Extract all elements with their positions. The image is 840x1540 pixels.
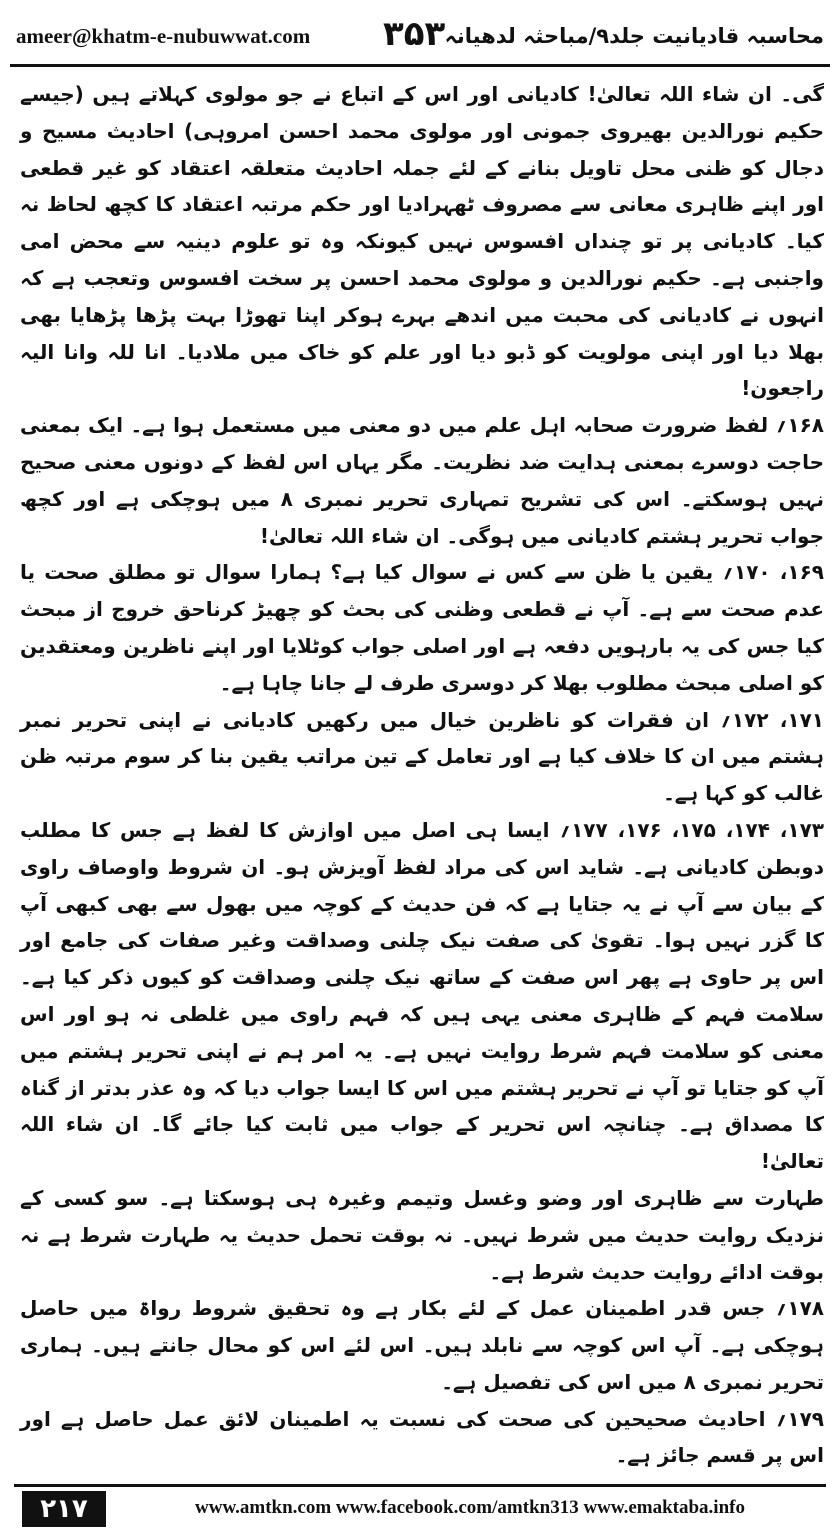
paragraph: ۱۶۸؍ لفظ ضرورت صحابہ اہل علم میں دو معنی میں مستعمل ہوا ہے۔ ایک بمعنی حاجت دوسرے بمعنی ہدایت ضد نظریت۔ مگر یہاں اس لفظ کے دونوں معنی صحیح نہیں ہوسکتے۔ اس کی تشریح تمہاری تحریر نمبری ۸ میں ہوچکی ہے اور کچھ جواب تحریر ہشتم کادیانی میں ہوگی۔ ان شاء اللہ تعالیٰ! [20,413,824,548]
paragraph: ۱۶۹، ۱۷۰؍ یقین یا ظن سے کس نے سوال کیا ہے؟ ہمارا سوال تو مطلق صحت یا عدم صحت سے ہے۔ آپ نے قطعی وظنی کی بحث کو چھیڑ کرناحق خروج از مبحث کیا جس کی یہ بارہویں دفعہ ہے اور اصلی جواب کوٹلایا اور اپنے ناظرین ومعتقدین کو اصلی مبحث مطلوب بھلا کر دوسری طرف لے جانا چاہا ہے۔ [20,560,825,695]
header-title: محاسبہ قادیانیت جلد۹/مباحثہ لدھیانہ [444,24,824,48]
paragraph: طہارت سے ظاہری اور وضو وغسل وتیمم وغیرہ ہی ہوسکتا ہے۔ سو کسی کے نزدیک روایت حدیث میں شرط نہیں۔ نہ بوقت تحمل حدیث یہ طہارت شرط ہے نہ بوقت ادائے روایت حدیث شرط ہے۔ [20,1185,824,1284]
paragraph: ۱۷۱، ۱۷۲؍ ان فقرات کو ناظرین خیال میں رکھیں کادیانی نے اپنی تحریر نمبر ہشتم میں ان کا خلاف کیا ہے اور تعامل کے تین مراتب یقین بنا کر سوم مرتبہ ظن غالب کو کہا ہے۔ [20,707,824,806]
header-page-number: ۳۵۳ [383,14,446,54]
page-header [10,14,830,67]
page-footer [14,1484,826,1529]
paragraph: ۱۷۹؍ احادیث صحیحین کی صحت کی نسبت یہ اطمینان لائق عمل حاصل ہے اور اس پر قسم جائز ہے۔ [20,1406,824,1468]
footer-links: www.amtkn.com www.facebook.com/amtkn313 www.emaktaba.info [195,1497,745,1518]
paragraph: ۱۷۳، ۱۷۴، ۱۷۵، ۱۷۶، ۱۷۷؍ ایسا ہی اصل میں اوازش کا لفظ ہے جس کا مطلب دوبطن کادیانی ہے۔ شاید اس کی مراد لفظ آویزش ہو۔ ان شروط واوصاف راوی کے بیان سے آپ نے یہ جتایا ہے کہ فن حدیث کے کوچہ میں بھول سے بھی کبھی آپ کا گزر نہیں ہوا۔ تقویٰ کی صفت نیک چلنی وصداقت وغیر صفات کی جامع اور اس پر حاوی ہے پھر اس صفت کے ساتھ نیک چلنی وصداقت کو کیوں ذکر کیا ہے۔ سلامت فہم کے ظاہری معنی یہی ہیں کہ فہم راوی میں غلطی نہ ہو اور اس معنی کو سلامت فہم شرط روایت نہیں ہے۔ یہ امر ہم نے اپنی تحریر ہشتم میں آپ کو جتایا تو آپ نے تحریر ہشتم میں اس کا ایسا جواب دیا کہ وہ عذر بدتر از گناہ کا مصداق ہے۔ چنانچہ اس تحریر کے جواب میں ثابت کیا جائے گا۔ ان شاء اللہ تعالیٰ! [20,817,824,1174]
body-text [20,76,824,1474]
header-email: ameer@khatm-e-nubuwwat.com [16,24,311,48]
paragraph: ۱۷۸؍ جس قدر اطمینان عمل کے لئے بکار ہے وہ تحقیق شروط رواۃ میں حاصل ہوچکی ہے۔ آپ اس کوچہ سے نابلد ہیں۔ اس لئے اس کو محال جانتے ہیں۔ ہماری تحریر نمبری ۸ میں اس کی تفصیل ہے۔ [20,1296,824,1394]
footer-page-number: ۲۱۷ [22,1491,106,1527]
paragraph: گی۔ ان شاء اللہ تعالیٰ! کادیانی اور اس کے اتباع نے جو مولوی کہلاتے ہیں (جیسے حکیم نورالدین بھیروی جمونی اور مولوی محمد احسن امروہی) احادیث مسیح و دجال کو ظنی محل تاویل بنانے کے لئے جملہ احادیث متعلقہ اعتقاد کو غیر قطعی اور اپنے ظاہری معانی سے مصروف ٹھہرادیا اور حکم مرتبہ اعتقاد کا کچھ لحاظ نہ کیا۔ کادیانی پر تو چنداں افسوس نہیں کیونکہ وہ تو علوم دینیہ سے محض امی واجنبی ہے۔ حکیم نورالدین و مولوی محمد احسن پر سخت افسوس وتعجب ہے کہ انہوں نے کادیانی کی محبت میں اندھے بہرے ہوکر اپنا تھوڑا بہت پڑھا پڑھایا بھی بھلا دیا اور اپنی مولویت کو ڈبو دیا اور علم کو خاک میں ملادیا۔ انا للہ وانا الیہ راجعون! [20,82,824,401]
